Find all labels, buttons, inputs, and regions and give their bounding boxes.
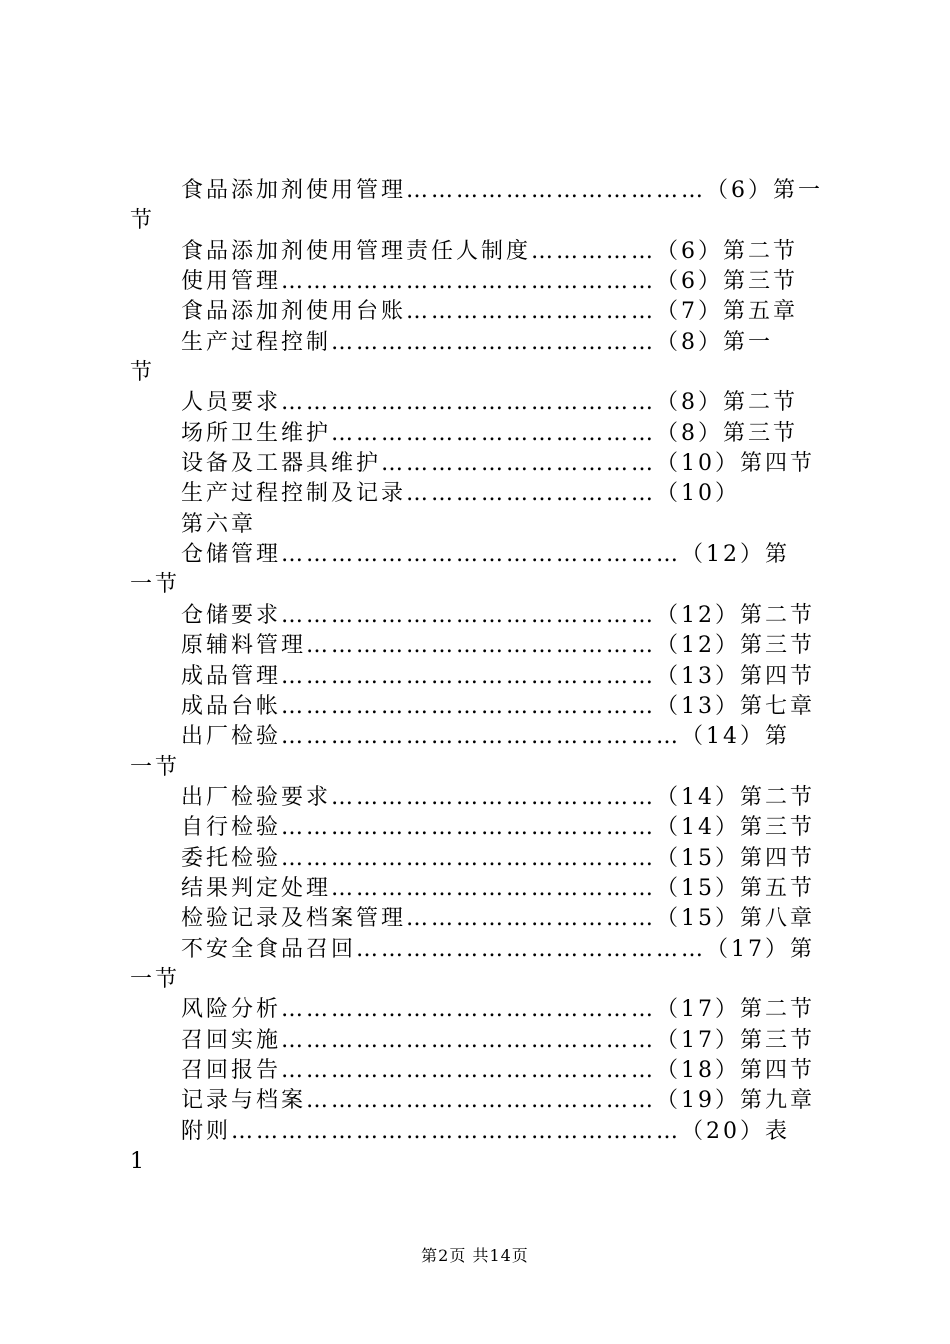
toc-line: 召回实施………………………………………（17）第三节	[181, 1027, 815, 1053]
toc-line: 自行检验………………………………………（14）第三节	[181, 815, 815, 841]
toc-line: 成品台帐………………………………………（13）第七章	[181, 693, 815, 719]
toc-line: 1	[130, 1149, 147, 1174]
toc-line: 一节	[130, 754, 181, 780]
table-of-contents	[130, 176, 830, 1177]
toc-line: 食品添加剂使用管理责任人制度……………（6）第二节	[181, 238, 798, 264]
toc-line: 仓储要求………………………………………（12）第二节	[181, 602, 815, 628]
toc-line: 生产过程控制…………………………………（8）第一	[181, 329, 773, 355]
toc-line: 人员要求………………………………………（8）第二节	[181, 390, 798, 416]
toc-line: 使用管理………………………………………（6）第三节	[181, 269, 798, 295]
toc-line: 检验记录及档案管理…………………………（15）第八章	[181, 906, 815, 932]
toc-line: 出厂检验要求…………………………………（14）第二节	[181, 784, 815, 810]
toc-line: 场所卫生维护…………………………………（8）第三节	[181, 420, 798, 446]
toc-line: 一节	[130, 966, 181, 992]
toc-line: 成品管理………………………………………（13）第四节	[181, 663, 815, 689]
toc-line: 节	[130, 208, 156, 234]
toc-line: 附则………………………………………………（20）表	[181, 1118, 790, 1144]
toc-line: 风险分析………………………………………（17）第二节	[181, 997, 815, 1023]
toc-line: 一节	[130, 572, 181, 598]
toc-line: 原辅料管理……………………………………（12）第三节	[181, 633, 815, 659]
toc-line: 结果判定处理…………………………………（15）第五节	[181, 875, 815, 901]
toc-line: 记录与档案……………………………………（19）第九章	[181, 1088, 815, 1114]
toc-line: 食品添加剂使用台账…………………………（7）第五章	[181, 299, 798, 325]
toc-line: 食品添加剂使用管理………………………………（6）第一	[181, 178, 823, 203]
page-footer: 第2页 共14页	[421, 1246, 529, 1265]
toc-line: 不安全食品召回……………………………………（17）第	[181, 936, 815, 962]
toc-line: 节	[130, 360, 156, 386]
toc-line: 第六章	[181, 511, 257, 537]
toc-line: 出厂检验…………………………………………（14）第	[181, 724, 790, 750]
toc-line: 生产过程控制及记录…………………………（10）	[181, 481, 740, 507]
toc-line: 仓储管理…………………………………………（12）第	[181, 542, 790, 568]
toc-line: 召回报告………………………………………（18）第四节	[181, 1057, 815, 1083]
toc-line: 委托检验………………………………………（15）第四节	[181, 845, 815, 871]
toc-line: 设备及工器具维护……………………………（10）第四节	[181, 451, 815, 477]
